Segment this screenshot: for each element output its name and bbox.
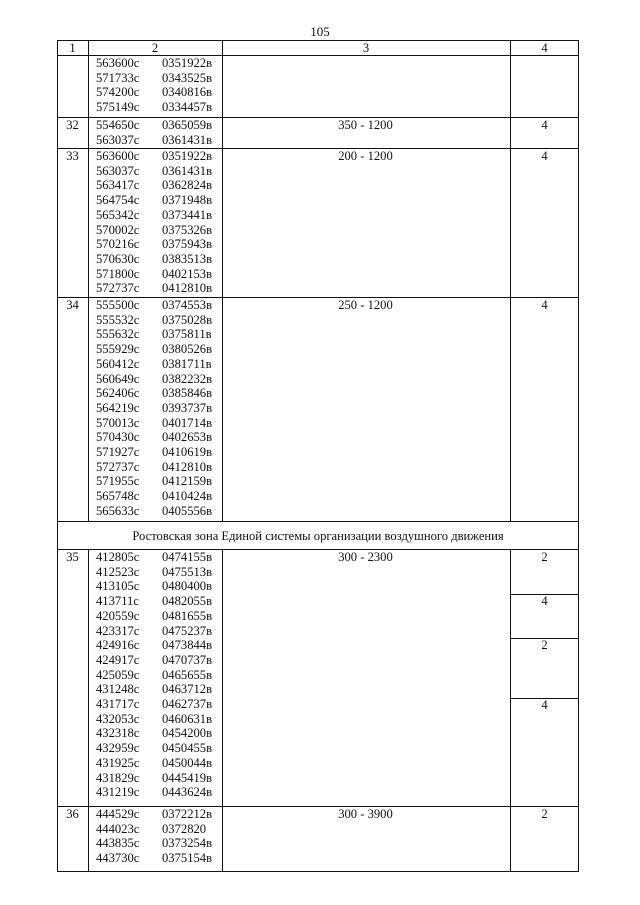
page-number: 105 — [310, 24, 330, 39]
altitude-range: 250 - 1200 — [338, 298, 393, 312]
longitude-cell: 0454200в — [162, 726, 213, 741]
latitude-cell: 563417с — [96, 178, 140, 193]
longitude-cell: 0375811в — [162, 327, 212, 342]
latitude-cell: 443730с — [96, 851, 140, 866]
latitude-cell: 563037с — [96, 132, 140, 147]
longitude-cell: 0465655в — [162, 667, 213, 682]
longitude-cell: 0481655в — [162, 608, 213, 623]
longitude-cell: 0473844в — [162, 638, 213, 653]
class-value: 4 — [541, 594, 548, 608]
latitude-cell: 564754с — [96, 193, 140, 208]
longitude-cell: 0412810в — [162, 281, 213, 296]
latitude-cell: 444023с — [96, 821, 140, 836]
latitude-cell: 570013с — [96, 415, 140, 430]
latitude-cell: 431219с — [96, 785, 140, 800]
class-value: 4 — [541, 698, 548, 712]
longitude-cell: 0412810в — [162, 459, 213, 474]
latitude-cell: 413105с — [96, 579, 140, 594]
longitude-cell: 0402153в — [162, 266, 213, 281]
latitude-cell: 432959с — [96, 741, 140, 756]
latitude-cell: 565342с — [96, 207, 140, 222]
longitude-cell: 0372820 — [162, 821, 207, 836]
latitude-cell: 571955с — [96, 474, 140, 489]
latitude-cell: 412523с — [96, 564, 140, 579]
latitude-cell: 424916с — [96, 638, 140, 653]
latitude-cell: 562406с — [96, 386, 140, 401]
longitude-cell: 0351922в — [162, 149, 213, 163]
header-col-4: 4 — [541, 41, 548, 55]
latitude-cell: 565633с — [96, 503, 140, 518]
zone-title: Ростовская зона Единой системы организации воздушного движения — [132, 529, 504, 543]
col-sep-1 — [88, 40, 89, 521]
longitude-cell: 0340816в — [162, 85, 213, 100]
longitude-cell: 0351922в — [162, 56, 213, 70]
row-number: 35 — [66, 550, 79, 564]
class-value: 2 — [541, 807, 548, 821]
latitude-cell: 412805с — [96, 550, 140, 564]
longitude-cell: 0405556в — [162, 503, 213, 518]
longitude-cell: 0375028в — [162, 312, 213, 327]
longitude-cell: 0410619в — [162, 445, 213, 459]
longitude-cell: 0462737в — [162, 697, 213, 711]
class-value: 4 — [541, 149, 548, 163]
latitude-cell: 560649с — [96, 371, 140, 386]
latitude-cell: 563037с — [96, 163, 140, 178]
altitude-range: 300 - 3900 — [338, 807, 393, 821]
latitude-cell: 432318с — [96, 726, 140, 741]
longitude-cell: 0480400в — [162, 579, 213, 594]
header-col-1: 1 — [69, 41, 76, 55]
longitude-cell: 0381711в — [162, 356, 212, 371]
longitude-cell: 0460631в — [162, 711, 213, 726]
class-value: 2 — [541, 550, 548, 564]
latitude-cell: 565748с — [96, 489, 140, 504]
longitude-cell: 0383513в — [162, 251, 213, 266]
latitude-cell: 431248с — [96, 682, 140, 697]
longitude-cell: 0475237в — [162, 623, 213, 638]
table-border-left — [57, 40, 58, 872]
coordinates-table — [57, 40, 579, 872]
col-sep-1b — [88, 549, 89, 872]
row-sep — [57, 521, 579, 522]
longitude-cell: 0362824в — [162, 178, 213, 193]
longitude-cell: 0343525в — [162, 70, 213, 85]
longitude-cell: 0450044в — [162, 755, 213, 770]
latitude-cell: 570216с — [96, 237, 140, 252]
latitude-cell: 571927с — [96, 445, 140, 459]
longitude-cell: 0410424в — [162, 489, 213, 504]
latitude-cell: 570630с — [96, 251, 140, 266]
longitude-cell: 0401714в — [162, 415, 213, 430]
latitude-cell: 555929с — [96, 342, 140, 357]
longitude-cell: 0372212в — [162, 807, 213, 821]
latitude-cell: 555532с — [96, 312, 140, 327]
table-border-bottom — [57, 871, 579, 872]
latitude-cell: 431925с — [96, 755, 140, 770]
col-sep-3 — [510, 40, 511, 521]
longitude-cell: 0375943в — [162, 237, 213, 252]
latitude-cell: 572737с — [96, 459, 140, 474]
longitude-cell: 0393737в — [162, 400, 213, 415]
longitude-cell: 0371948в — [162, 193, 213, 208]
latitude-cell: 443835с — [96, 836, 140, 851]
latitude-cell: 563600с — [96, 149, 140, 163]
longitude-cell: 0474155в — [162, 550, 213, 564]
latitude-cell: 431717с — [96, 697, 140, 711]
longitude-cell: 0482055в — [162, 594, 213, 609]
longitude-cell: 0402653в — [162, 430, 213, 445]
latitude-cell: 424917с — [96, 652, 140, 667]
col-sep-2b — [222, 549, 223, 872]
longitude-cell: 0382232в — [162, 371, 213, 386]
latitude-cell: 564219с — [96, 400, 140, 415]
longitude-cell: 0412159в — [162, 474, 213, 489]
longitude-cell: 0450455в — [162, 741, 213, 756]
latitude-cell: 571800с — [96, 266, 140, 281]
longitude-cell: 0470737в — [162, 652, 213, 667]
longitude-cell: 0445419в — [162, 770, 213, 785]
longitude-cell: 0373441в — [162, 207, 213, 222]
latitude-cell: 571733с — [96, 70, 140, 85]
row-number: 36 — [66, 807, 79, 821]
longitude-cell: 0365059в — [162, 118, 213, 132]
altitude-range: 200 - 1200 — [338, 149, 393, 163]
latitude-cell: 425059с — [96, 667, 140, 682]
class-value: 4 — [541, 118, 548, 132]
latitude-cell: 575149с — [96, 100, 140, 115]
longitude-cell: 0385846в — [162, 386, 213, 401]
longitude-cell: 0374553в — [162, 298, 213, 312]
longitude-cell: 0375154в — [162, 851, 213, 866]
longitude-cell: 0334457в — [162, 100, 213, 115]
longitude-cell: 0475513в — [162, 564, 213, 579]
row-number: 33 — [66, 149, 79, 163]
col-sep-2 — [222, 40, 223, 521]
latitude-cell: 413711с — [96, 594, 139, 609]
table-border-right — [578, 40, 579, 872]
row-number: 34 — [66, 298, 79, 312]
row-number: 32 — [66, 118, 79, 132]
latitude-cell: 554650с — [96, 118, 140, 132]
longitude-cell: 0380526в — [162, 342, 213, 357]
latitude-cell: 574200с — [96, 85, 140, 100]
class-value: 2 — [541, 638, 548, 652]
latitude-cell: 570002с — [96, 222, 140, 237]
latitude-cell: 432053с — [96, 711, 140, 726]
longitude-cell: 0443624в — [162, 785, 213, 800]
latitude-cell: 555632с — [96, 327, 140, 342]
latitude-cell: 431829с — [96, 770, 140, 785]
altitude-range: 300 - 2300 — [338, 550, 393, 564]
header-col-3: 3 — [362, 41, 370, 55]
longitude-cell: 0375326в — [162, 222, 213, 237]
latitude-cell: 570430с — [96, 430, 140, 445]
longitude-cell: 0463712в — [162, 682, 213, 697]
latitude-cell: 555500с — [96, 298, 140, 312]
longitude-cell: 0361431в — [162, 132, 213, 147]
class-value: 4 — [541, 298, 548, 312]
latitude-cell: 560412с — [96, 356, 140, 371]
longitude-cell: 0373254в — [162, 836, 213, 851]
altitude-range: 350 - 1200 — [338, 118, 393, 132]
latitude-cell: 572737с — [96, 281, 140, 296]
latitude-cell: 423317с — [96, 623, 140, 638]
latitude-cell: 420559с — [96, 608, 140, 623]
latitude-cell: 444529с — [96, 807, 140, 821]
latitude-cell: 563600с — [96, 56, 140, 70]
header-col-2: 2 — [151, 41, 159, 55]
longitude-cell: 0361431в — [162, 163, 213, 178]
